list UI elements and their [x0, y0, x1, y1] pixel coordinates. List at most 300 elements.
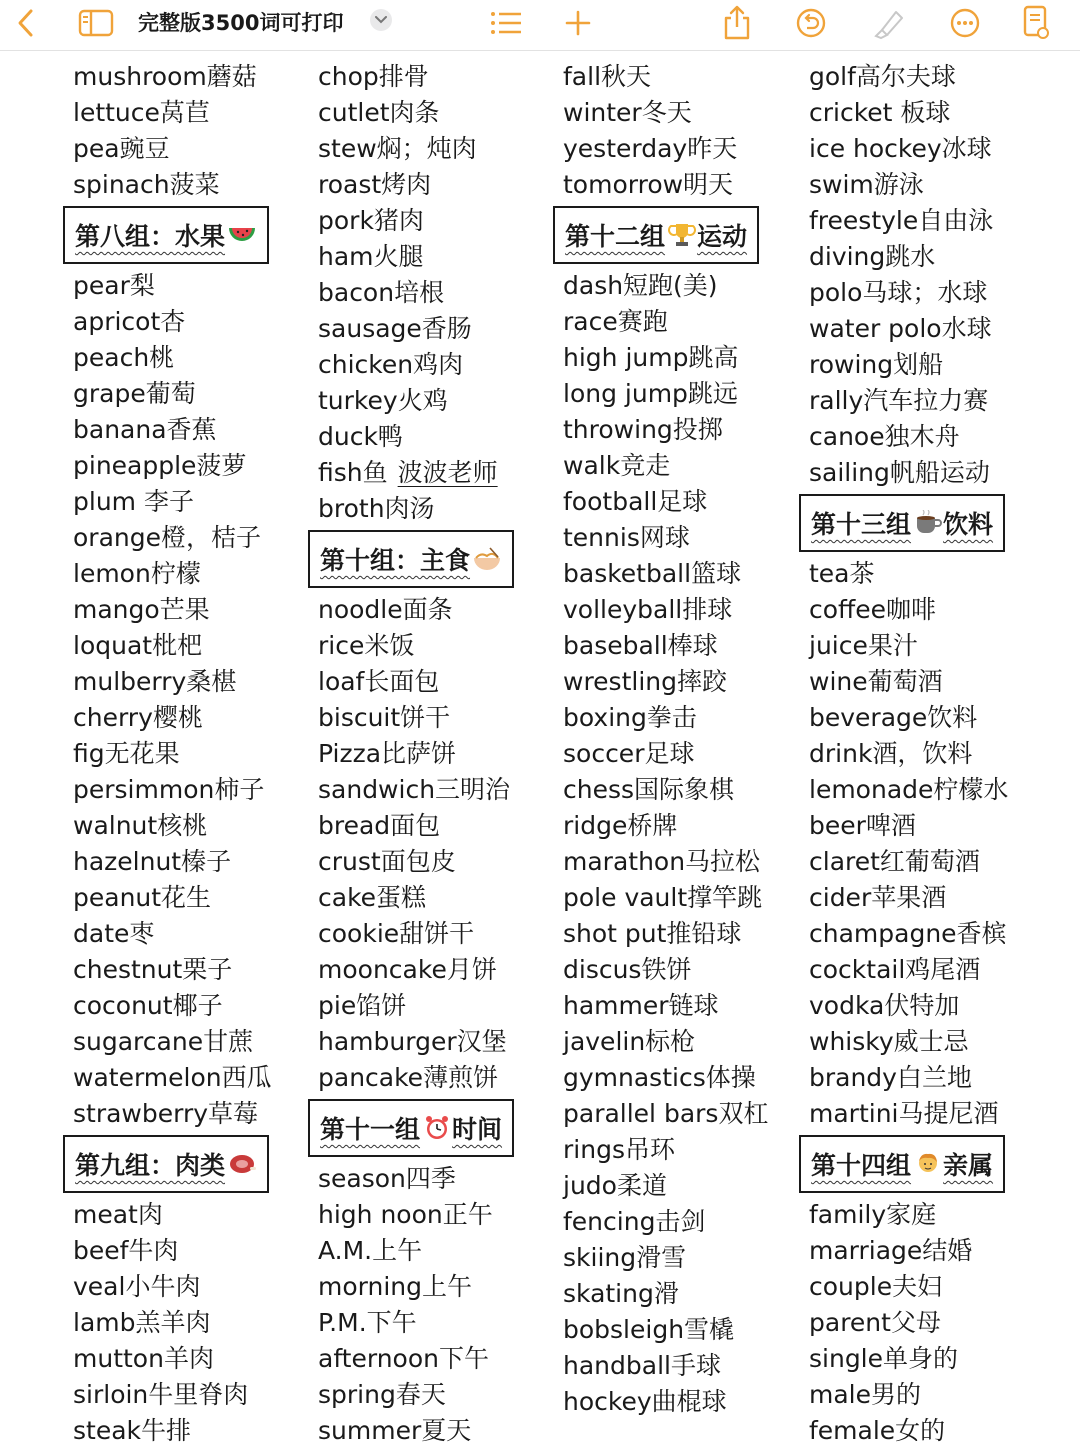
vocab-entry-text: cookie甜饼干	[318, 919, 475, 948]
vocab-entry-text: cider苹果酒	[809, 883, 947, 912]
section-header	[553, 206, 759, 264]
vocab-entry	[809, 131, 1049, 167]
document-settings-icon[interactable]	[1014, 3, 1058, 43]
vocab-entry-text: mushroom蘑菇	[73, 62, 257, 91]
vocab-entry-text: winter冬天	[563, 98, 692, 127]
vocab-entry-text: shot put推铅球	[563, 919, 742, 948]
vocab-entry-text: high noon正午	[318, 1200, 493, 1229]
vocab-entry-text: veal小牛肉	[73, 1272, 201, 1301]
vocab-entry	[318, 808, 558, 844]
section-header	[308, 530, 514, 588]
vocab-entry-text: date枣	[73, 919, 155, 948]
vocab-entry	[809, 592, 1049, 628]
vocab-entry-text: claret红葡萄酒	[809, 847, 980, 876]
vocab-entry	[73, 1197, 313, 1233]
vocab-entry-text: watermelon西瓜	[73, 1063, 272, 1092]
vocab-entry-text: beef牛肉	[73, 1236, 179, 1265]
vocab-entry	[73, 736, 313, 772]
vocab-entry	[73, 592, 313, 628]
vocab-entry-text: basketball篮球	[563, 559, 742, 588]
vocab-entry-text: P.M.下午	[318, 1308, 417, 1337]
vocab-entry	[563, 167, 803, 203]
vocab-entry-text: meat肉	[73, 1200, 163, 1229]
vocab-entry	[73, 412, 313, 448]
vocab-entry	[563, 1132, 803, 1168]
vocab-entry	[73, 808, 313, 844]
vocab-entry-text: whisky威士忌	[809, 1027, 969, 1056]
vocab-entry	[809, 628, 1049, 664]
vocab-entry-text: fencing击剑	[563, 1207, 706, 1236]
vocab-entry	[809, 1060, 1049, 1096]
top-toolbar	[0, 0, 1080, 51]
section-header-text: 第十一组	[320, 1115, 421, 1144]
undo-icon[interactable]	[789, 3, 833, 43]
vocab-entry-text: lemonade柠檬水	[809, 775, 1009, 804]
vocab-entry	[809, 95, 1049, 131]
vocab-entry	[563, 95, 803, 131]
section-header-text: 第十四组	[811, 1151, 912, 1180]
vocab-entry	[318, 1233, 558, 1269]
vocab-entry-text: chop排骨	[318, 62, 429, 91]
section-header	[63, 1135, 269, 1193]
vocab-entry-text: gymnastics体操	[563, 1063, 756, 1092]
vocab-entry	[563, 484, 803, 520]
vocab-entry-text: persimmon柿子	[73, 775, 265, 804]
vocab-entry-text: sugarcane甘蔗	[73, 1027, 254, 1056]
vocab-entry	[318, 275, 558, 311]
vocab-entry-text: afternoon下午	[318, 1344, 489, 1373]
vocab-entry-text: martini马提尼酒	[809, 1099, 999, 1128]
vocab-entry-text: loquat枇杷	[73, 631, 203, 660]
vocab-entry	[809, 844, 1049, 880]
vocab-entry-text: rice米饭	[318, 631, 415, 660]
vocab-entry	[563, 340, 803, 376]
vocab-entry-text: steak牛排	[73, 1416, 192, 1445]
share-icon[interactable]	[715, 3, 759, 43]
vocab-entry	[318, 1024, 558, 1060]
vocab-entry	[563, 1384, 803, 1420]
vocab-entry-text: swim游泳	[809, 170, 924, 199]
vocab-entry-text: cocktail鸡尾酒	[809, 955, 981, 984]
vocab-entry	[318, 1305, 558, 1341]
vocab-entry-text: chicken鸡肉	[318, 350, 464, 379]
vocab-entry-text: turkey火鸡	[318, 386, 448, 415]
vocab-entry	[318, 347, 558, 383]
vocab-entry-text: rowing划船	[809, 350, 944, 379]
list-icon[interactable]	[484, 3, 528, 43]
vocab-entry	[73, 1060, 313, 1096]
vocab-entry	[318, 664, 558, 700]
vocab-entry	[563, 1240, 803, 1276]
vocab-entry-text: hockey曲棍球	[563, 1387, 727, 1416]
vocab-entry-text: sirloin牛里脊肉	[73, 1380, 249, 1409]
vocab-entry-text: pork猪肉	[318, 206, 424, 235]
vocab-entry	[73, 916, 313, 952]
sidebar-icon[interactable]	[74, 3, 118, 43]
vocab-entry	[318, 988, 558, 1024]
vocab-entry-text: bread面包	[318, 811, 441, 840]
vocab-entry	[563, 1168, 803, 1204]
noodle-bowl-icon	[472, 546, 502, 572]
vocab-entry	[73, 556, 313, 592]
vocab-entry-text: water polo水球	[809, 314, 992, 343]
vocab-entry-text: hamburger汉堡	[318, 1027, 507, 1056]
vocab-entry	[73, 1413, 313, 1449]
vocab-entry-text: male男的	[809, 1380, 921, 1409]
vocab-entry	[809, 275, 1049, 311]
vocab-entry	[563, 59, 803, 95]
vocab-entry-text: pole vault撑竿跳	[563, 883, 763, 912]
vocab-entry	[318, 1269, 558, 1305]
vocab-entry-text: hammer链球	[563, 991, 719, 1020]
vocab-entry	[563, 268, 803, 304]
vocab-entry	[73, 1269, 313, 1305]
back-chevron-icon[interactable]	[4, 3, 48, 43]
vocab-entry-text: dash短跑(美)	[563, 271, 718, 300]
vocab-entry	[318, 952, 558, 988]
vocab-entry	[809, 383, 1049, 419]
vocab-entry-text: lamb羔羊肉	[73, 1308, 211, 1337]
vocab-entry	[73, 131, 313, 167]
vocab-entry-text: marriage结婚	[809, 1236, 973, 1265]
vocab-entry-text: grape葡萄	[73, 379, 196, 408]
vocab-entry-text: ice hockey冰球	[809, 134, 992, 163]
vocab-entry	[318, 1413, 558, 1449]
vocab-entry	[318, 455, 558, 491]
vocab-entry	[318, 916, 558, 952]
vocab-entry	[73, 1341, 313, 1377]
vocab-entry	[809, 203, 1049, 239]
vocab-entry-text: soccer足球	[563, 739, 695, 768]
vocab-entry-text: crust面包皮	[318, 847, 456, 876]
vocab-entry-text: football足球	[563, 487, 708, 516]
person-icon	[913, 1151, 943, 1177]
vocab-entry	[563, 131, 803, 167]
vocab-entry	[318, 491, 558, 527]
word-column-4	[809, 59, 1049, 1449]
vocab-entry-text: golf高尔夫球	[809, 62, 956, 91]
vocab-entry-text: broth肉汤	[318, 494, 435, 523]
vocab-entry	[563, 1096, 803, 1132]
vocab-entry	[318, 628, 558, 664]
vocab-entry-text: cutlet肉条	[318, 98, 440, 127]
vocab-entry	[809, 1269, 1049, 1305]
vocab-entry	[73, 988, 313, 1024]
vocab-entry-text: couple夫妇	[809, 1272, 943, 1301]
vocab-entry-text: summer夏天	[318, 1416, 472, 1445]
vocab-entry	[73, 59, 313, 95]
vocab-entry	[809, 772, 1049, 808]
vocab-entry-text: high jump跳高	[563, 343, 739, 372]
vocab-entry	[318, 131, 558, 167]
vocab-entry	[73, 520, 313, 556]
vocab-entry	[563, 808, 803, 844]
vocab-entry	[563, 736, 803, 772]
vocab-entry-text: tennis网球	[563, 523, 690, 552]
vocab-entry	[809, 239, 1049, 275]
vocab-entry-text: cricket 板球	[809, 98, 951, 127]
section-header-text: 第十三组	[811, 510, 912, 539]
vocab-entry-text: morning上午	[318, 1272, 472, 1301]
vocab-entry-text: ridge桥牌	[563, 811, 678, 840]
vocab-entry	[809, 311, 1049, 347]
vocab-entry-text: vodka伏特加	[809, 991, 960, 1020]
vocab-entry-text: mutton羊肉	[73, 1344, 214, 1373]
vocab-entry	[809, 1233, 1049, 1269]
vocab-entry	[318, 1060, 558, 1096]
vocab-entry-text: drink酒，饮料	[809, 739, 973, 768]
vocab-entry	[809, 347, 1049, 383]
vocab-entry-text: parent父母	[809, 1308, 941, 1337]
vocab-entry	[318, 1377, 558, 1413]
vocab-entry-text: spinach菠菜	[73, 170, 220, 199]
vocab-entry	[809, 1305, 1049, 1341]
vocab-entry	[318, 311, 558, 347]
vocab-entry-text: walk竞走	[563, 451, 671, 480]
vocab-entry	[73, 1096, 313, 1132]
document-title[interactable]: 完整版3500词可打印	[138, 11, 344, 35]
vocab-entry	[73, 448, 313, 484]
vocab-entry-text: hazelnut榛子	[73, 847, 232, 876]
vocab-entry-text: rally汽车拉力赛	[809, 386, 989, 415]
vocab-entry-text: stew焖；炖肉	[318, 134, 477, 163]
section-header-text-2: 时间	[452, 1115, 503, 1144]
vocab-entry	[73, 1024, 313, 1060]
vocab-entry-text: pea豌豆	[73, 134, 170, 163]
vocab-entry-text: judo柔道	[563, 1171, 667, 1200]
vocab-entry	[563, 700, 803, 736]
section-header-text: 第八组：水果	[75, 222, 226, 251]
vocab-entry	[73, 484, 313, 520]
vocab-entry-text: marathon马拉松	[563, 847, 761, 876]
vocab-entry	[563, 1276, 803, 1312]
vocab-entry	[809, 1197, 1049, 1233]
vocab-entry	[318, 59, 558, 95]
vocab-entry-text: polo马球；水球	[809, 278, 988, 307]
section-header	[308, 1099, 514, 1157]
vocab-entry-text: noodle面条	[318, 595, 453, 624]
vocab-entry-text: fall秋天	[563, 62, 652, 91]
vocab-entry	[318, 167, 558, 203]
vocab-entry-text: family家庭	[809, 1200, 937, 1229]
vocab-entry	[809, 664, 1049, 700]
vocab-entry-annotation: 波波老师	[397, 458, 498, 487]
markup-brush-icon[interactable]	[866, 3, 910, 43]
vocab-entry	[809, 1377, 1049, 1413]
vocab-entry-text: discus铁饼	[563, 955, 692, 984]
vocab-entry	[73, 1305, 313, 1341]
watermelon-icon	[227, 222, 257, 248]
vocab-entry	[809, 59, 1049, 95]
vocab-entry-text: female女的	[809, 1416, 946, 1445]
vocab-entry	[73, 664, 313, 700]
vocab-entry	[563, 592, 803, 628]
vocab-entry	[809, 880, 1049, 916]
vocab-entry-text: biscuit饼干	[318, 703, 451, 732]
vocab-entry	[809, 1024, 1049, 1060]
vocab-entry	[563, 1204, 803, 1240]
vocab-entry	[318, 419, 558, 455]
vocab-entry-text: peanut花生	[73, 883, 212, 912]
section-header-text-2: 运动	[697, 222, 748, 251]
vocab-entry-text: race赛跑	[563, 307, 668, 336]
vocab-entry	[563, 448, 803, 484]
vocab-entry-text: champagne香槟	[809, 919, 1007, 948]
vocab-entry	[318, 239, 558, 275]
vocab-entry-text: pie馅饼	[318, 991, 407, 1020]
meat-icon	[227, 1151, 257, 1177]
vocab-entry-text: coconut椰子	[73, 991, 223, 1020]
vocab-entry	[809, 808, 1049, 844]
vocab-entry	[563, 772, 803, 808]
vocab-entry	[73, 880, 313, 916]
vocab-entry-text: chestnut栗子	[73, 955, 233, 984]
vocab-entry-text: peach桃	[73, 343, 175, 372]
vocab-entry-text: lettuce莴苣	[73, 98, 210, 127]
vocab-entry	[73, 1233, 313, 1269]
vocab-entry	[563, 952, 803, 988]
more-icon[interactable]	[943, 3, 987, 43]
vocab-entry-text: A.M.上午	[318, 1236, 423, 1265]
vocab-entry-text: pancake薄煎饼	[318, 1063, 499, 1092]
vocab-entry	[563, 844, 803, 880]
vocab-entry-text: walnut核桃	[73, 811, 208, 840]
vocab-entry	[563, 916, 803, 952]
vocab-entry	[73, 268, 313, 304]
vocab-entry	[73, 772, 313, 808]
vocab-entry	[318, 95, 558, 131]
vocab-entry	[563, 1312, 803, 1348]
vocab-entry-text: baseball棒球	[563, 631, 718, 660]
vocab-entry-text: brandy白兰地	[809, 1063, 972, 1092]
word-column-2	[318, 59, 558, 1449]
vocab-entry-text: tea茶	[809, 559, 875, 588]
vocab-entry	[809, 988, 1049, 1024]
vocab-entry-text: handball手球	[563, 1351, 721, 1380]
vocab-entry	[809, 700, 1049, 736]
vocab-entry	[318, 383, 558, 419]
section-header-text-2: 亲属	[943, 1151, 994, 1180]
vocab-entry-text: cherry樱桃	[73, 703, 203, 732]
vocab-entry-text: skating滑	[563, 1279, 679, 1308]
vocab-entry	[73, 95, 313, 131]
vocab-entry-text: duck鸭	[318, 422, 403, 451]
vocab-entry-text: freestyle自由泳	[809, 206, 994, 235]
vocab-entry	[318, 736, 558, 772]
vocab-entry	[563, 412, 803, 448]
vocab-entry	[563, 1024, 803, 1060]
vocab-entry-text: canoe独木舟	[809, 422, 960, 451]
vocab-entry	[809, 952, 1049, 988]
coffee-icon	[913, 510, 943, 536]
vocab-entry	[318, 1161, 558, 1197]
vocab-entry	[318, 700, 558, 736]
vocab-entry-text: boxing拳击	[563, 703, 697, 732]
vocab-entry	[73, 376, 313, 412]
vocab-entry-text: beverage饮料	[809, 703, 978, 732]
vocab-entry-text: mulberry桑椹	[73, 667, 237, 696]
vocab-entry	[809, 167, 1049, 203]
vocab-entry	[809, 556, 1049, 592]
vocab-entry-text: sausage香肠	[318, 314, 472, 343]
title-menu-chevron-icon[interactable]	[370, 9, 392, 31]
vocab-entry-text: chess国际象棋	[563, 775, 735, 804]
section-header-text: 第十二组	[565, 222, 666, 251]
vocab-entry	[563, 304, 803, 340]
vocab-entry	[563, 1348, 803, 1384]
vocab-entry	[73, 304, 313, 340]
vocab-entry	[318, 844, 558, 880]
vocab-entry-text: pear梨	[73, 271, 155, 300]
vocab-entry	[318, 592, 558, 628]
vocab-entry-text: diving跳水	[809, 242, 936, 271]
vocab-entry	[318, 1197, 558, 1233]
trophy-icon	[667, 222, 697, 248]
vocab-entry-text: coffee咖啡	[809, 595, 937, 624]
vocab-entry	[563, 988, 803, 1024]
vocab-entry-text: spring春天	[318, 1380, 446, 1409]
word-column-1	[73, 59, 313, 1449]
vocab-entry	[73, 952, 313, 988]
vocab-entry	[809, 1341, 1049, 1377]
vocab-entry-text: throwing投掷	[563, 415, 723, 444]
vocab-entry-text: cake蛋糕	[318, 883, 427, 912]
vocab-entry	[563, 520, 803, 556]
vocab-entry-text: roast烤肉	[318, 170, 432, 199]
vocab-entry-text: orange橙，桔子	[73, 523, 261, 552]
vocab-entry	[809, 419, 1049, 455]
vocab-entry-text: loaf长面包	[318, 667, 440, 696]
vocab-entry	[73, 167, 313, 203]
vocab-entry-text: wrestling摔跤	[563, 667, 727, 696]
vocab-entry	[809, 916, 1049, 952]
vocab-entry-text: bobsleigh雪橇	[563, 1315, 735, 1344]
vocab-entry-text: sandwich三明治	[318, 775, 511, 804]
vocab-entry	[563, 1060, 803, 1096]
vocab-entry-text: tomorrow明天	[563, 170, 734, 199]
vocab-entry-text: juice果汁	[809, 631, 918, 660]
vocab-entry-text: volleyball排球	[563, 595, 733, 624]
vocab-entry-text: fish鱼	[318, 458, 388, 487]
section-header	[63, 206, 269, 264]
vocab-entry-text: ham火腿	[318, 242, 424, 271]
section-header-text: 第十组：主食	[320, 546, 471, 575]
vocab-entry-text: lemon柠檬	[73, 559, 201, 588]
section-header	[799, 1135, 1005, 1193]
vocab-entry	[809, 1096, 1049, 1132]
vocab-entry-text: mango芒果	[73, 595, 210, 624]
vocab-entry	[809, 455, 1049, 491]
vocab-entry	[318, 772, 558, 808]
vocab-entry-text: rings吊环	[563, 1135, 675, 1164]
section-header-text-2: 饮料	[943, 510, 994, 539]
vocab-entry-text: Pizza比萨饼	[318, 739, 457, 768]
vocab-entry-text: fig无花果	[73, 739, 180, 768]
add-icon[interactable]	[556, 3, 600, 43]
vocab-entry	[809, 736, 1049, 772]
vocab-entry	[563, 556, 803, 592]
vocab-entry	[73, 628, 313, 664]
vocab-entry	[318, 203, 558, 239]
vocab-entry-text: apricot杏	[73, 307, 186, 336]
vocab-entry	[563, 880, 803, 916]
vocab-entry	[73, 340, 313, 376]
vocab-entry	[318, 880, 558, 916]
vocab-entry-text: sailing帆船运动	[809, 458, 990, 487]
vocab-entry-text: parallel bars双杠	[563, 1099, 769, 1128]
word-column-3	[563, 59, 803, 1420]
vocab-entry-text: season四季	[318, 1164, 456, 1193]
